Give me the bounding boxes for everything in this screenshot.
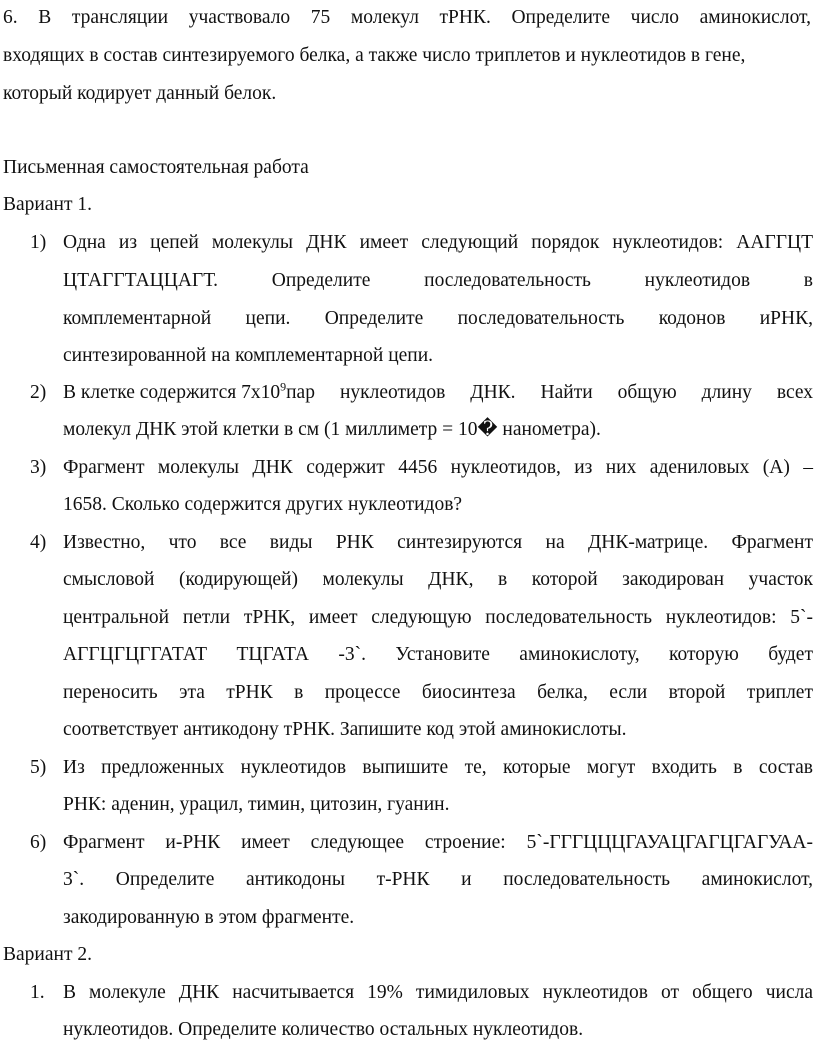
task6-line-3: который кодирует данный белок. — [3, 83, 277, 104]
v1-item-3-line-2: 1658. Сколько содержится других нуклеотидов? — [63, 494, 463, 515]
v1-item-4-line-5: переносить эта тРНК в процессе биосинтеза белка, если второй триплет — [63, 682, 813, 703]
v1-item-4-line-1: Известно, что все виды РНК синтезируются на ДНК-матрице. Фрагмент — [63, 532, 813, 553]
v1-item-1-line-1: Одна из цепей молекулы ДНК имеет следующий порядок нуклеотидов: ААГГЦТ — [63, 232, 813, 253]
v1-item-4-number: 4) — [30, 532, 47, 553]
v1-item-2-text-end: пар нуклеотидов ДНК. Найти общую длину всех — [286, 382, 813, 403]
task6-line-1: 6. В трансляции участвовало 75 молекул тРНК. Определите число аминокислот, — [3, 7, 811, 28]
v1-item-4-line-3: центральной петли тРНК, имеет следующую последовательность нуклеотидов: 5`- — [63, 607, 813, 628]
v1-item-2-line-1 — [63, 381, 813, 405]
exponent: 9 — [280, 379, 287, 394]
v1-item-2-number: 2) — [30, 382, 47, 403]
v1-item-6-line-2: 3`. Определите антикодоны т-РНК и последовательность аминокислот, — [63, 869, 813, 890]
v1-item-1-line-3: комплементарной цепи. Определите последовательность кодонов иРНК, — [63, 308, 813, 329]
v1-item-6-line-1: Фрагмент и-РНК имеет следующее строение: 5`-ГГГЦЦЦГАУАЦГАГЦГАГУАА- — [63, 832, 813, 853]
v1-item-3-line-1: Фрагмент молекулы ДНК содержит 4456 нуклеотидов, из них адениловых (А) – — [63, 457, 813, 478]
v2-item-1-line-2: нуклеотидов. Определите количество остальных нуклеотидов. — [63, 1019, 584, 1040]
v1-item-4-line-2: смысловой (кодирующей) молекулы ДНК, в которой закодирован участок — [63, 569, 813, 590]
v2-item-1-line-1: В молекуле ДНК насчитывается 19% тимидиловых нуклеотидов от общего числа — [63, 982, 813, 1003]
variant-1-title: Вариант 1. — [3, 194, 92, 215]
v1-item-6-line-3: закодированную в этом фрагменте. — [63, 907, 355, 928]
v1-item-1-line-4: синтезированной на комплементарной цепи. — [63, 345, 434, 366]
v1-item-5-line-2: РНК: аденин, урацил, тимин, цитозин, гуанин. — [63, 794, 450, 815]
v1-item-5-line-1: Из предложенных нуклеотидов выпишите те, которые могут входить в состав — [63, 757, 813, 778]
v1-item-2-text-start: В клетке содержится $7х10^9$ — [63, 379, 287, 403]
v1-item-4-line-4: АГГЦГЦГГАТАТ ТЦГАТА -3`. Установите аминокислоту, которую будет — [63, 644, 813, 665]
v1-item-5-number: 5) — [30, 757, 47, 778]
work-title: Письменная самостоятельная работа — [3, 157, 309, 178]
v1-item-2-line-2: молекул ДНК этой клетки в см (1 миллиметр = 10� наномeтра). — [63, 419, 601, 440]
variant-2-title: Вариант 2. — [3, 944, 92, 965]
v1-item-1-line-2: ЦТАГГТАЦЦАГТ. Определите последовательность нуклеотидов в — [63, 270, 813, 291]
v1-item-3-number: 3) — [30, 457, 47, 478]
v1-item-1-number: 1) — [30, 232, 47, 253]
v1-item-6-number: 6) — [30, 832, 47, 853]
v2-item-1-number: 1. — [30, 982, 45, 1003]
v1-item-4-line-6: соответствует антикодону тРНК. Запишите код этой аминокислоты. — [63, 719, 627, 740]
task6-line-2: входящих в состав синтезируемого белка, а также число триплетов и нуклеотидов в гене, — [3, 45, 746, 66]
